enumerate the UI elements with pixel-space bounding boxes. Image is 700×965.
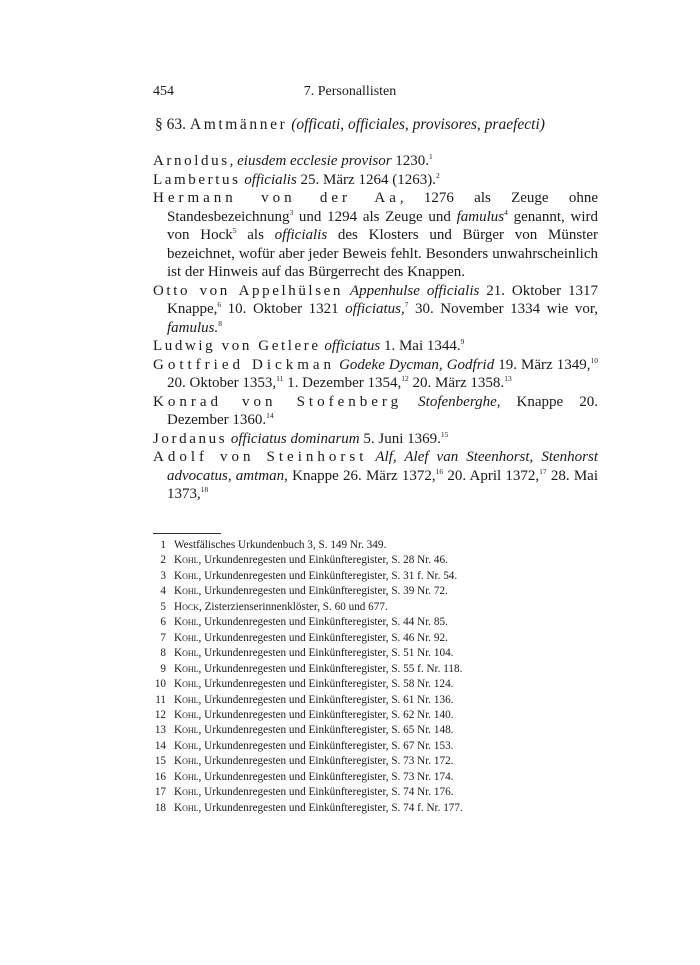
section-label: § 63. <box>155 116 187 133</box>
footnote-body: , Urkundenregesten und Einkünfteregister, S. 74 Nr. 176. <box>198 786 454 799</box>
entry-name: Adolf von Steinhorst <box>153 449 368 465</box>
entry-konrad <box>153 393 598 430</box>
footnote-number: 17 <box>154 786 166 799</box>
footnote <box>153 739 598 754</box>
footnote <box>153 600 598 615</box>
entry-text: 1230. <box>395 153 430 169</box>
entry-text: Godeke Dycman, Godfrid <box>339 356 495 373</box>
entry-jordanus <box>153 430 598 449</box>
entry-text: 21. Oktober 1317 Knappe, <box>167 282 598 317</box>
footnote-author: Kohl <box>174 569 199 582</box>
entry-arnoldus: Arnoldus, eiusdem ecclesie provisor 1230.$^1$ <box>153 152 433 169</box>
footnote <box>153 677 598 692</box>
footnote <box>153 801 598 816</box>
entry-name: Jordanus <box>153 430 228 447</box>
entry-text: 20. Oktober 1353, <box>167 375 277 391</box>
entry-text: officialis <box>244 171 297 188</box>
footnote-body: , Urkundenregesten und Einkünfteregister, S. 74 f. Nr. 177. <box>198 801 463 814</box>
entry-otto <box>153 282 598 338</box>
entry-text: famulus <box>456 208 505 225</box>
footnote-text <box>174 615 448 630</box>
footnote-author: Kohl <box>174 616 199 629</box>
footnote-ref: 3 <box>289 207 294 217</box>
entry-text: und 1294 als Zeuge und <box>293 208 457 225</box>
footnote-body: , Urkundenregesten und Einkünfteregister, S. 73 Nr. 174. <box>198 770 454 783</box>
footnote-number: 12 <box>154 708 166 721</box>
footnote-text <box>174 754 453 769</box>
footnote-body: , Urkundenregesten und Einkünfteregister, S. 67 Nr. 153. <box>198 739 454 752</box>
section-latin: (officati, officiales, provisores, praefecti) <box>291 116 545 133</box>
footnote-body: , Urkundenregesten und Einkünfteregister, S. 51 Nr. 104. <box>198 647 454 660</box>
footnote-body: , Urkundenregesten und Einkünfteregister, S. 28 Nr. 46. <box>198 554 448 567</box>
footnote-text <box>174 662 462 677</box>
footnote-body: , Urkundenregesten und Einkünfteregister, S. 65 Nr. 148. <box>198 724 454 737</box>
entry-name: Lambertus <box>153 171 241 188</box>
footnote-author: Kohl <box>174 647 199 660</box>
footnote-ref: 2 <box>435 170 440 180</box>
entry-text: officialis <box>274 227 328 243</box>
footnote <box>153 584 598 599</box>
footnote-ref: 7 <box>404 300 409 309</box>
entry-text: 30. November 1334 wie vor, <box>408 301 598 317</box>
footnote-body: , Urkundenregesten und Einkünfteregister, S. 39 Nr. 72. <box>198 585 448 598</box>
footnote-number: 10 <box>154 678 166 691</box>
entry-gottfried <box>153 356 598 393</box>
footnote-text <box>174 801 463 816</box>
footnote-body: , Urkundenregesten und Einkünfteregister, S. 44 Nr. 85. <box>198 616 448 629</box>
entry-text: 28. Mai 1373, <box>167 467 599 502</box>
footnote-ref: 17 <box>539 466 547 476</box>
entry-text: Appenhulse officialis <box>349 282 480 299</box>
entry-text: genannt, wird von Hock <box>167 208 598 243</box>
footnote-author: Kohl <box>174 724 199 737</box>
footnote-number: 7 <box>160 631 166 644</box>
footnote <box>153 708 598 723</box>
footnote-text <box>174 677 453 692</box>
footnote-author: Kohl <box>174 801 199 814</box>
footnote-body: , Urkundenregesten und Einkünfteregister, S. 62 Nr. 140. <box>198 708 454 721</box>
footnote-author: Hock <box>174 600 199 613</box>
footnote-text <box>174 553 448 568</box>
entry-text: 19. März 1349, <box>494 356 591 373</box>
entry-adolf <box>153 448 598 504</box>
footnote-text <box>174 723 453 738</box>
footnote-ref: 14 <box>266 411 274 420</box>
entry-name: Arnoldus <box>153 153 230 169</box>
entry-text: eiusdem ecclesie provisor <box>237 153 392 169</box>
footnote <box>153 723 598 738</box>
footnote-number: 8 <box>160 647 166 660</box>
footnote-number: 18 <box>154 801 166 814</box>
entry-text: 10. Oktober 1321 <box>221 301 346 317</box>
entry-text: , Knappe 26. März 1372, <box>284 467 436 484</box>
footnote-ref: 13 <box>504 374 512 383</box>
footnote-text <box>174 770 453 785</box>
footnote-text <box>174 693 453 708</box>
footnote-number: 2 <box>160 554 166 567</box>
footnote-body: Westfälisches Urkundenbuch 3, S. 149 Nr. 349. <box>174 539 387 551</box>
footnote <box>153 770 598 785</box>
footnote-ref: 18 <box>200 485 209 494</box>
footnote-author: Kohl <box>174 693 199 706</box>
entry-text: Stofenberghe <box>418 393 497 410</box>
entry-text: officiatus dominarum <box>230 430 360 447</box>
footnote-ref: 15 <box>440 429 449 439</box>
footnote-ref: 9 <box>460 337 465 346</box>
footnote <box>153 569 598 584</box>
footnote-text <box>174 569 457 584</box>
footnote-ref: 12 <box>401 374 409 383</box>
footnote <box>153 754 598 769</box>
entry-hermann <box>153 189 598 282</box>
footnote-number: 6 <box>160 616 166 629</box>
footnotes <box>153 538 598 816</box>
footnote-ref: 5 <box>232 226 237 235</box>
entry-text: 20. März 1358. <box>408 375 505 391</box>
footnote-author: Kohl <box>174 678 199 691</box>
entry-name: Konrad von Stofenberg <box>153 393 403 410</box>
footnote-number: 4 <box>160 585 166 598</box>
section-heading <box>0 116 700 134</box>
footnote-text <box>174 708 453 723</box>
entry-text: 25. März 1264 (1263). <box>300 171 436 188</box>
footnote <box>153 646 598 661</box>
entry-text: , 1276 als Zeuge ohne Standesbezeichnung <box>167 190 598 225</box>
footnote-number: 5 <box>160 600 166 613</box>
footnote-body: , Urkundenregesten und Einkünfteregister, S. 61 Nr. 136. <box>198 693 454 706</box>
footnote-number: 15 <box>154 755 166 768</box>
entry-text: 1. Dezember 1354, <box>283 375 402 391</box>
footnote-body: , Urkundenregesten und Einkünfteregister, S. 58 Nr. 124. <box>198 678 454 691</box>
footnote <box>153 538 598 553</box>
footnote-author: Kohl <box>174 739 199 752</box>
entry-name: Hermann von der Aa <box>153 190 400 206</box>
entry-text: officiatus, <box>345 301 405 317</box>
footnote-text <box>174 785 453 800</box>
footnote-number: 9 <box>160 662 166 675</box>
footnote-number: 3 <box>160 569 166 582</box>
footnote-ref: 10 <box>590 355 598 365</box>
footnote-number: 16 <box>154 770 166 783</box>
page-number: 454 <box>153 84 174 99</box>
entry-text: des Klosters und Bürger von Münster bezeichnet, wofür aber jeder Beweis fehlt. Besonders unwahrscheinlich ist der Hinweis auf das Bürgerrecht des Knappen. <box>167 227 598 280</box>
footnote-text <box>174 739 453 754</box>
footnote-ref: 11 <box>276 374 284 383</box>
footnote-text <box>174 538 386 553</box>
footnote-number: 11 <box>155 693 166 706</box>
footnote <box>153 693 598 708</box>
footnote-author: Kohl <box>174 554 199 567</box>
footnote-text <box>174 600 388 615</box>
entry-text: famulus. <box>167 319 219 336</box>
footnote-number: 13 <box>154 724 166 737</box>
entry-text: Alf, Alef van Steenhorst, Stenhorst advocatus, amtman <box>167 449 598 484</box>
entry-text: 1. Mai 1344. <box>380 338 461 354</box>
entry-text: als <box>236 227 275 243</box>
running-head: 7. Personallisten <box>303 84 397 99</box>
footnote-rule <box>153 533 221 534</box>
entry-text: 20. April 1372, <box>443 467 540 484</box>
entry-name: Ludwig von Getlere <box>153 338 321 354</box>
footnote-author: Kohl <box>174 786 199 799</box>
footnote-number: 1 <box>160 539 166 551</box>
footnote-number: 14 <box>154 739 166 752</box>
entry-ludwig <box>153 337 598 356</box>
entry-name: Gottfried Dickman <box>153 356 336 373</box>
footnote-text <box>174 646 453 661</box>
footnote-ref: 4 <box>504 207 508 217</box>
section-title: Amtmänner <box>189 116 288 133</box>
footnote <box>153 615 598 630</box>
footnote-ref: 8 <box>218 318 223 328</box>
footnote-author: Kohl <box>174 755 199 768</box>
footnote <box>153 553 598 568</box>
entry-text: , Knappe 20. Dezember 1360. <box>167 393 599 428</box>
footnote-author: Kohl <box>174 631 199 644</box>
footnote-author: Kohl <box>174 770 199 783</box>
entry-lambertus <box>153 171 598 190</box>
footnote-body: , Urkundenregesten und Einkünfteregister, S. 55 f. Nr. 118. <box>198 662 463 675</box>
footnote-body: , Urkundenregesten und Einkünfteregister, S. 73 Nr. 172. <box>198 755 454 768</box>
entry-text: officiatus <box>324 338 381 354</box>
footnote <box>153 785 598 800</box>
footnote-ref: 1 <box>429 152 433 161</box>
entry-text: 5. Juni 1369. <box>359 430 441 447</box>
footnote-body: , Urkundenregesten und Einkünfteregister, S. 46 Nr. 92. <box>198 631 448 644</box>
footnote-text <box>174 631 448 646</box>
footnote-body: , Urkundenregesten und Einkünfteregister, S. 31 f. Nr. 54. <box>198 569 458 582</box>
footnote-author: Kohl <box>174 662 199 675</box>
footnote-ref: 6 <box>217 300 222 309</box>
entry-name: Otto von Appelhülsen <box>153 282 343 299</box>
footnote-ref: 16 <box>435 466 444 476</box>
footnote-body: , Zisterzienserinnenklöster, S. 60 und 677. <box>198 600 388 613</box>
footnote-author: Kohl <box>174 585 199 598</box>
footnote <box>153 662 598 677</box>
body-text <box>153 152 598 504</box>
footnote-text <box>174 584 448 599</box>
footnote-author: Kohl <box>174 708 199 721</box>
footnote <box>153 631 598 646</box>
